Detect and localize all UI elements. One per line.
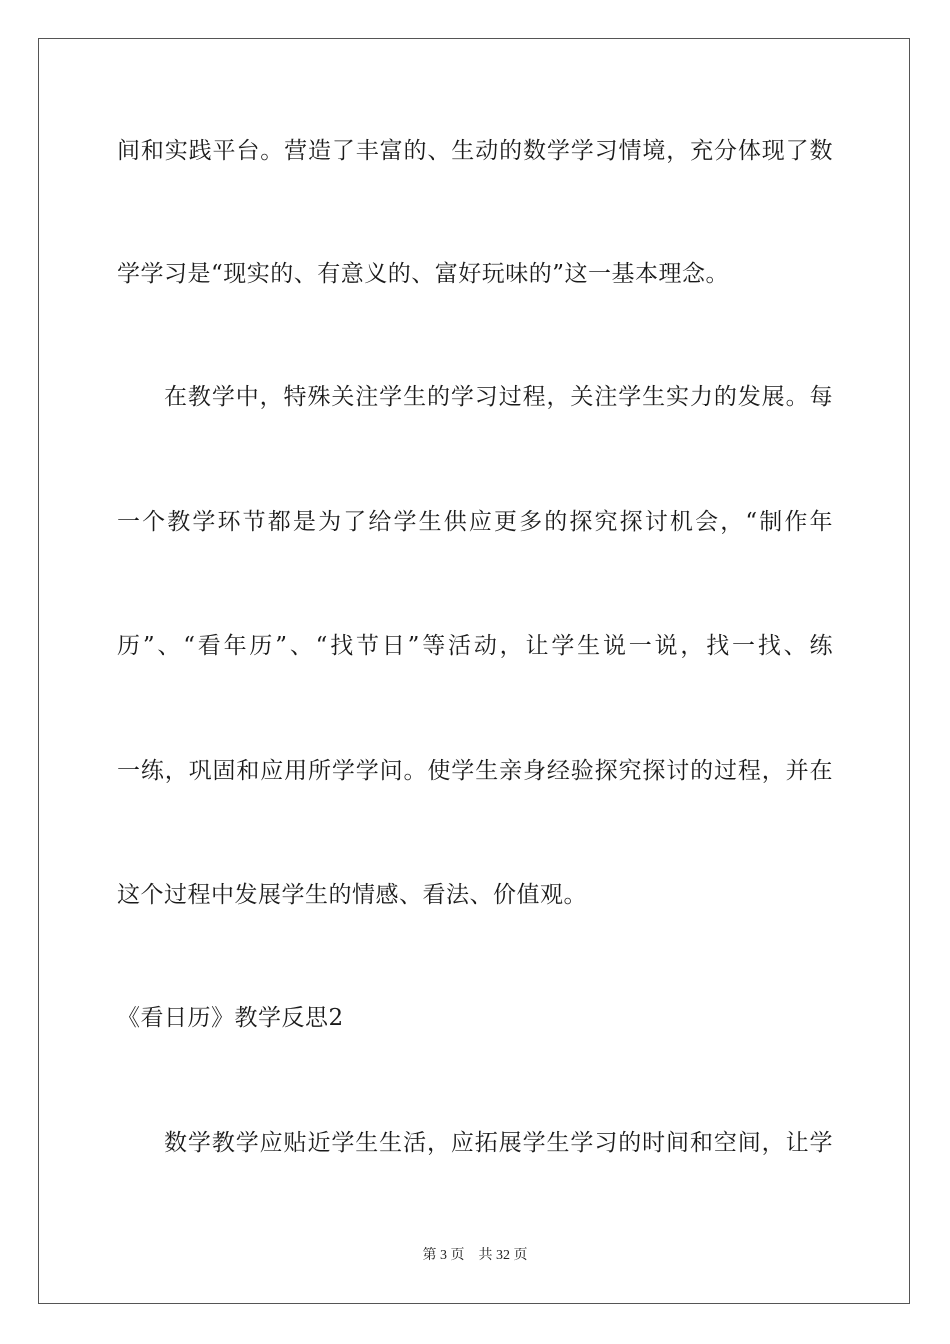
page-frame: [38, 38, 910, 1304]
paragraph-line: 一个教学环节都是为了给学生供应更多的探究探讨机会，“制作年: [117, 509, 833, 535]
paragraph-line: 数学教学应贴近学生生活，应拓展学生学习的时间和空间，让学: [164, 1130, 833, 1156]
paragraph-line: 在教学中，特殊关注学生的学习过程，关注学生实力的发展。每: [164, 384, 833, 410]
section-heading: 《看日历》教学反思2: [117, 1005, 344, 1031]
paragraph-line: 一练，巩固和应用所学学问。使学生亲身经验探究探讨的过程，并在: [117, 758, 833, 784]
paragraph-line: 这个过程中发展学生的情感、看法、价值观。: [117, 882, 587, 908]
page-number-footer: 第 3 页 共 32 页: [422, 1248, 528, 1263]
paragraph-line: 学学习是“现实的、有意义的、富好玩味的”这一基本理念。: [117, 261, 730, 287]
paragraph-line: 间和实践平台。营造了丰富的、生动的数学学习情境，充分体现了数: [117, 138, 833, 164]
paragraph-line: 历”、“看年历”、“找节日”等活动，让学生说一说，找一找、练: [117, 633, 833, 659]
